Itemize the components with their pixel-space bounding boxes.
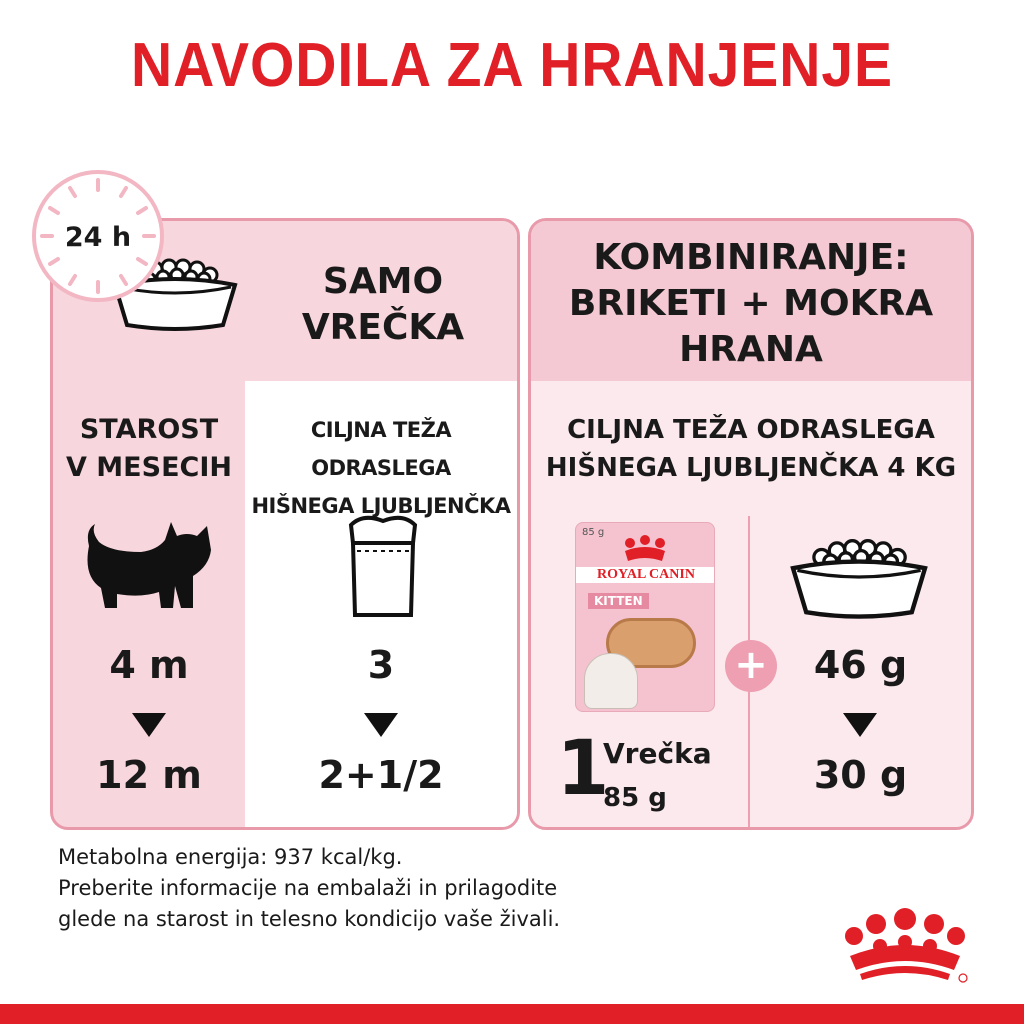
right-header <box>531 235 971 373</box>
plus-sign: + <box>734 642 768 688</box>
age-to: 12 m <box>96 753 202 797</box>
right-header-line-1: KOMBINIRANJE: <box>593 237 909 278</box>
kitten-photo <box>584 653 638 709</box>
right-header-line-2: BRIKETI + MOKRA <box>568 283 934 324</box>
pouch-weight-print: 85 g <box>582 527 605 538</box>
product-pouch-image <box>575 522 715 712</box>
crown-logo-icon <box>620 533 670 565</box>
age-label-line-1: STAROST <box>79 414 219 445</box>
clock-label: 24 h <box>64 222 132 253</box>
panel-pouch-only <box>50 218 520 830</box>
age-from: 4 m <box>109 643 189 687</box>
pouch-unit: Vrečka <box>603 737 712 770</box>
arrow-down-icon <box>132 713 166 737</box>
left-header-line-1: SAMO <box>322 261 444 302</box>
bottom-brand-bar <box>0 1004 1024 1024</box>
pouch-brand: ROYAL CANIN <box>576 567 715 583</box>
pouch-count: 1 <box>556 723 610 812</box>
pouch-count-from: 3 <box>367 643 395 687</box>
left-header <box>283 259 483 351</box>
arrow-down-icon <box>364 713 398 737</box>
right-target-weight-label <box>531 411 971 487</box>
right-header-line-3: HRANA <box>679 329 823 370</box>
right-target-weight-line-1: CILJNA TEŽA ODRASLEGA <box>567 415 935 445</box>
target-weight-line-1: CILJNA TEŽA ODRASLEGA <box>310 418 452 480</box>
pouch-weight: 85 g <box>603 783 667 813</box>
plus-badge <box>725 640 777 692</box>
left-header-line-2: VREČKA <box>301 307 465 348</box>
pouch-outline-icon <box>343 511 423 621</box>
pouch-variant: KITTEN <box>588 593 649 609</box>
dry-to: 30 g <box>813 753 908 797</box>
footer-note <box>58 842 738 935</box>
food-bowl-icon <box>783 533 935 621</box>
target-weight-line-2: HIŠNEGA LJUBLJENČKA <box>251 494 511 518</box>
age-label <box>53 411 245 487</box>
footer-line-3: glede na starost in telesno kondicijo vaše živali. <box>58 907 561 931</box>
clock-badge <box>32 170 164 302</box>
arrow-down-icon <box>843 713 877 737</box>
page-title: NAVODILA ZA HRANJENJE <box>131 31 893 100</box>
pouch-count-to: 2+1/2 <box>318 753 444 797</box>
dry-from: 46 g <box>813 643 908 687</box>
footer-line-1: Metabolna energija: 937 kcal/kg. <box>58 845 403 869</box>
right-target-weight-line-2: HIŠNEGA LJUBLJENČKA 4 KG <box>545 453 957 483</box>
brand-crown-logo-icon <box>842 908 968 984</box>
footer-line-2: Preberite informacije na embalaži in prilagodite <box>58 876 558 900</box>
kitten-icon <box>81 516 215 616</box>
age-label-line-2: V MESECIH <box>66 452 232 483</box>
